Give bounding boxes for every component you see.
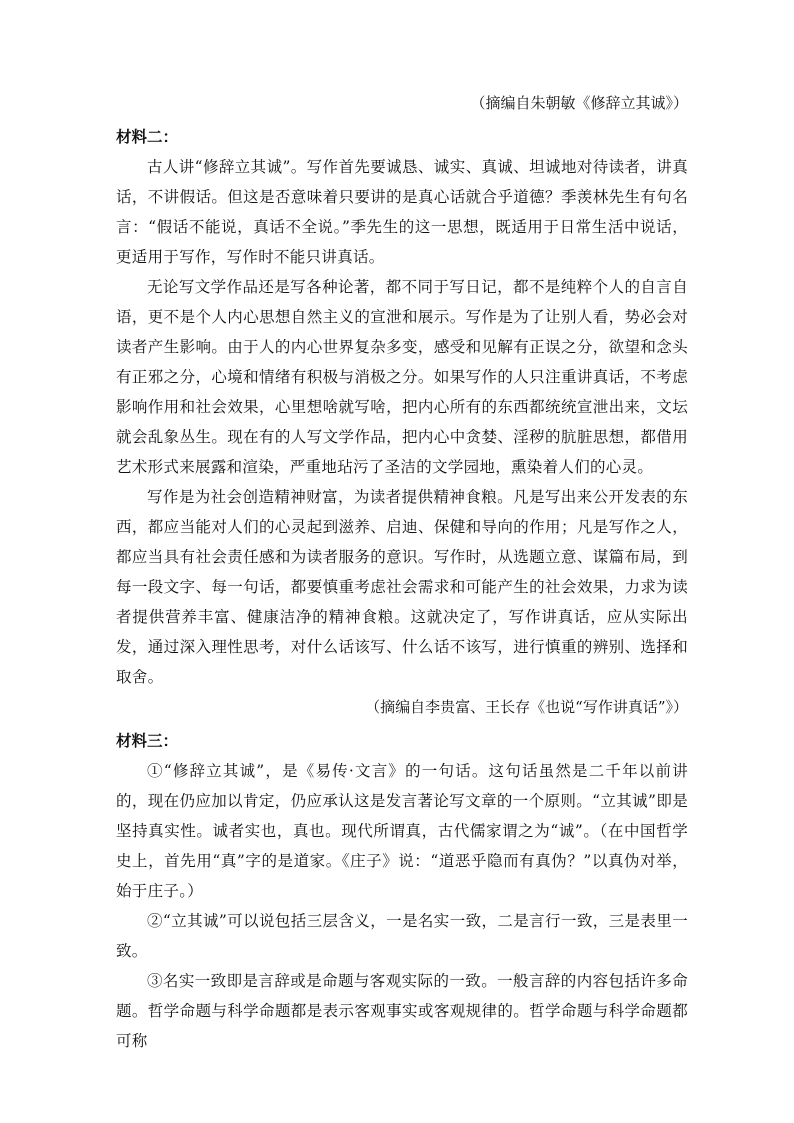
document-page bbox=[116, 88, 688, 1056]
source-citation-2: （摘编自李贵富、王长存《也说“写作讲真话”》） bbox=[365, 698, 688, 716]
paragraph: 写作是为社会创造精神财富，为读者提供精神食粮。凡是写出来公开发表的东西，都应当能对人们的心灵起到滋养、启迪、保健和导向的作用；凡是写作之人，都应当具有社会责任感和为读者服务的意识。写作时，从选题立意、谋篇布局，到每一段文字、每一句话，都要慎重考虑社会需求和可能产生的社会效果，力求为读者提供营养丰富、健康洁净的精神食粮。这就决定了，写作讲真话，应从实际出发，通过深入理性思考，对什么话该写、什么话不该写，进行慎重的辨别、选择和取舍。 bbox=[116, 488, 688, 686]
paragraph: ③名实一致即是言辞或是命题与客观实际的一致。一般言辞的内容包括许多命题。哲学命题与科学命题都是表示客观事实或客观规律的。哲学命题与科学命题都可称 bbox=[116, 972, 688, 1050]
paragraph: 无论写文学作品还是写各种论著，都不同于写日记，都不是纯粹个人的自言自语，更不是个人内心思想自然主义的宣泄和展示。写作是为了让别人看，势必会对读者产生影响。由于人的内心世界复杂多变，感受和见解有正误之分，欲望和念头有正邪之分，心境和情绪有积极与消极之分。如果写作的人只注重讲真话，不考虑影响作用和社会效果，心里想啥就写啥，把内心所有的东西都统统宣泄出来，文坛就会乱象丛生。现在有的人写文学作品，把内心中贪婪、淫秽的肮脏思想，都借用艺术形式来展露和渲染，严重地玷污了圣洁的文学园地，熏染着人们的心灵。 bbox=[116, 278, 688, 476]
paragraph: ②“立其诚”可以说包括三层含义，一是名实一致，二是言行一致，三是表里一致。 bbox=[116, 912, 688, 960]
source-citation-1: （摘编自朱朝敏《修辞立其诚》） bbox=[470, 94, 688, 112]
paragraph: 古人讲“修辞立其诚”。写作首先要诚恳、诚实、真诚、坦诚地对待读者，讲真话，不讲假话。但这是否意味着只要讲的是真心话就合乎道德？季羡林先生有句名言：“假话不能说，真话不全说。”季先生的这一思想，既适用于日常生活中说话，更适用于写作，写作时不能只讲真话。 bbox=[116, 158, 688, 266]
section-heading-3: 材料三： bbox=[116, 731, 179, 750]
paragraph: ①“修辞立其诚”，是《易传·文言》的一句话。这句话虽然是二千年以前讲的，现在仍应加以肯定，仍应承认这是发言著论写文章的一个原则。“立其诚”即是坚持真实性。诚者实也，真也。现代所谓真，古代儒家谓之为“诚”。（在中国哲学史上，首先用“真”字的是道家。《庄子》说：“道恶乎隐而有真伪？”以真伪对举，始于庄子。） bbox=[116, 762, 688, 900]
section-heading-2: 材料二： bbox=[116, 127, 179, 146]
